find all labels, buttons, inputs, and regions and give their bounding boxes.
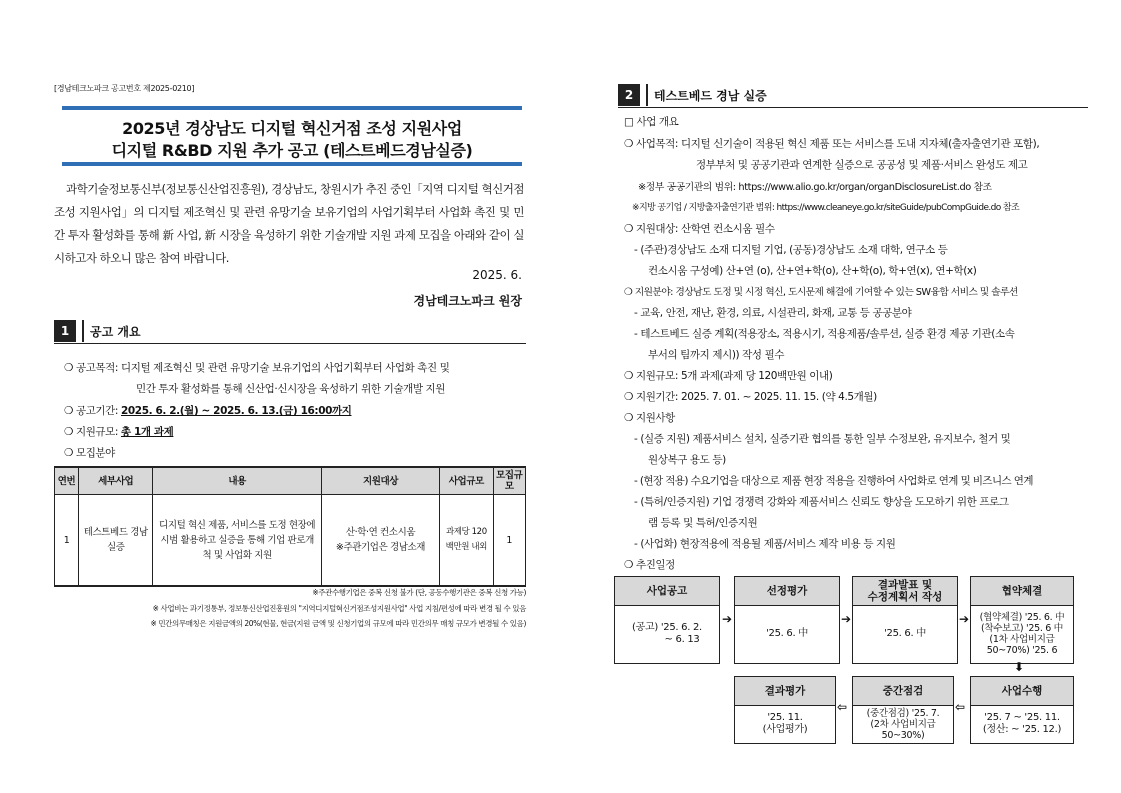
flow-step-agreement-body	[971, 606, 1073, 662]
flow-step-announce-date: (공고) '25. 6. 2.	[632, 622, 702, 633]
scale-label: ❍ 지원규모:	[64, 426, 121, 438]
col-header-scale: 사업규모	[440, 467, 493, 495]
footnote-2: ※ 사업비는 과기정통부, 정보통신산업진흥원의 "지역디지털혁신거점조성지원사업" 사업 지침/편성에 따라 변경 될 수 있음	[152, 604, 526, 613]
section-1-title: 공고 개요	[90, 324, 141, 339]
scale-value: 총 1개 과제	[121, 426, 174, 438]
issuer: 경남테크노파크 원장	[413, 294, 522, 308]
flow-step-execution-title: 사업수행	[971, 677, 1073, 706]
line-purpose-cont: 정부부처 및 공공기관과 연계한 실증으로 공공성 및 제품·서비스 완성도 제고	[696, 159, 1028, 171]
table-row	[55, 495, 526, 587]
announcement-date: 2025. 6.	[472, 268, 522, 282]
section-2-title: 테스트베드 경남 실증	[654, 88, 767, 103]
section-2-number: 2	[618, 84, 640, 106]
cell-recruit: 1	[493, 495, 525, 587]
flow-step-agreement	[970, 576, 1074, 664]
col-header-content: 내용	[153, 467, 322, 495]
flow-step-announce-date-end: ~ 6. 13	[664, 634, 700, 645]
arrow-down-icon: ⬇	[1014, 660, 1025, 674]
flow-step-midcheck	[852, 676, 954, 744]
flow-step-midcheck-line-2: (2차 사업비지급	[870, 718, 936, 730]
flow-step-execution	[970, 676, 1074, 744]
flow-step-result	[852, 576, 958, 664]
purpose-line: ❍ 공고목적: 디지털 제조혁신 및 관련 유망기술 보유기업의 사업기획부터 사업화 촉진 및	[64, 362, 450, 374]
title-bar-top	[62, 106, 522, 110]
section-2-divider	[646, 84, 648, 106]
line-target: ❍ 지원대상: 산학연 컨소시움 필수	[624, 223, 775, 235]
arrow-right-icon: ➔	[722, 612, 733, 626]
flow-step-result-body: '25. 6. 中	[884, 628, 926, 639]
table-header-row	[55, 467, 526, 495]
announcement-number: [경남테크노파크 공고번호 제2025-0210]	[54, 84, 195, 93]
flow-step-agreement-line-4: 50~70%) '25. 6	[986, 645, 1058, 656]
flow-step-result-title-1: 결과발표 및	[877, 579, 933, 591]
period-label: ❍ 공고기간:	[64, 405, 121, 417]
flow-step-execution-line-1: '25. 7 ~ '25. 11.	[984, 712, 1060, 723]
flow-step-evaluation-line-2: (사업평가)	[762, 724, 808, 735]
intro-paragraph: 과학기술정보통신부(정보통신산업진흥원), 경상남도, 창원시가 추진 중인「지역 디지털 혁신거점 조성 지원사업」의 디지털 제조혁신 및 관련 유망기술 보유기업의 사업기획부터 사업화 촉진 및 민간 투자 활성화를 통해 新 사업, 新 시장을 육성하기 위한 기술개발 지원 과제 모집을 아래와 같이 실시하고자 하오니 많은 참여 바랍니다.	[54, 182, 524, 265]
overview-heading: □ 사업 개요	[624, 116, 679, 128]
flow-step-result-title-2: 수정계획서 작성	[867, 591, 943, 603]
cell-scale: 과제당 120백만원 내외	[440, 495, 493, 587]
col-header-recruit: 모집규모	[493, 467, 525, 495]
footnote-3: ※ 민간의무매칭은 지원금액의 20%(현물, 현금(지원 금액 및 신청기업의 규모에 따라 민간의무 매칭 규모가 변경될 수 있음)	[150, 619, 526, 628]
flow-step-evaluation-body	[735, 706, 835, 742]
flow-step-agreement-line-1: (협약체결) '25. 6. 中	[979, 612, 1065, 623]
line-support-2: - (현장 적용) 수요기업을 대상으로 제품 현장 적용을 진행하여 사업화로 연계 및 비즈니스 연계	[634, 475, 1033, 487]
col-header-biz: 세부사업	[79, 467, 153, 495]
line-target-detail: - (주관)경상남도 소재 디지털 기업, (공동)경상남도 소재 대학, 연구소 등	[634, 244, 948, 256]
arrow-right-icon: ➔	[959, 612, 970, 626]
period-value: 2025. 6. 2.(월) ~ 2025. 6. 13.(금) 16:00까지	[121, 405, 352, 417]
cell-no: 1	[55, 495, 79, 587]
line-testbed-plan: - 테스트베드 실증 계획(적용장소, 적용시기, 적용제품/솔루션, 실증 환경 제공 기관(소속	[634, 328, 1015, 340]
line-support: ❍ 지원사항	[624, 412, 675, 424]
cell-biz: 테스트베드 경남 실증	[79, 495, 153, 587]
line-support-3-cont: 램 등록 및 특허/인증지원	[648, 517, 758, 529]
flow-step-result-title	[853, 577, 957, 606]
line-purpose: ❍ 사업목적: 디지털 신기술이 적용된 혁신 제품 또는 서비스를 도내 지자체(출자출연기관 포함),	[624, 138, 1040, 150]
flow-step-agreement-title: 협약체결	[971, 577, 1073, 606]
title-banner	[62, 106, 522, 166]
section-1-header	[54, 320, 141, 342]
flow-step-selection	[734, 576, 840, 664]
line-support-1-cont: 원상복구 용도 등)	[648, 454, 726, 466]
purpose-continuation: 민간 투자 활성화를 통해 신산업·신시장을 육성하기 위한 기술개발 지원	[136, 383, 445, 395]
line-period: ❍ 지원기간: 2025. 7. 01. ~ 2025. 11. 15. (약 4.5개월)	[624, 391, 877, 403]
arrow-left-icon: ⇦	[837, 700, 848, 714]
line-schedule: ❍ 추진일정	[624, 559, 675, 571]
cell-content: 디지털 혁신 제품, 서비스를 도정 현장에 시범 활용하고 실증을 통해 기업 판로개척 및 사업화 지원	[153, 495, 322, 587]
flow-step-evaluation	[734, 676, 836, 744]
footnote-1: ※주관수행기업은 중복 신청 불가 (단, 공동수행기관은 중복 신청 가능)	[312, 588, 526, 597]
flow-step-midcheck-line-1: (중간점검) '25. 7.	[866, 707, 940, 719]
section-1-number: 1	[54, 320, 76, 342]
line-scale: ❍ 지원규모: 5개 과제(과제 당 120백만원 이내)	[624, 370, 833, 382]
flow-step-execution-line-2: (정산: ~ '25. 12.)	[982, 724, 1062, 735]
section-1-divider	[82, 320, 84, 342]
flow-step-announce-title: 사업공고	[615, 577, 719, 606]
flow-step-midcheck-body	[853, 706, 953, 742]
arrow-right-icon: ➔	[841, 612, 852, 626]
flow-step-selection-body: '25. 6. 中	[766, 628, 808, 639]
flow-step-announce-body	[615, 606, 719, 662]
flow-step-midcheck-title: 중간점검	[853, 677, 953, 706]
title-line-2: 디지털 R&BD 지원 추가 공고 (테스트베드경남실증)	[111, 141, 473, 160]
flow-step-execution-body	[971, 706, 1073, 742]
period-line	[64, 403, 352, 418]
line-public-range: ※정부 공공기관의 범위: https://www.alio.go.kr/organ/organDisclosureList.do 참조	[638, 182, 992, 193]
flow-step-midcheck-line-3: 50~30%)	[881, 729, 925, 741]
scale-line	[64, 424, 173, 439]
col-header-target: 지원대상	[321, 467, 439, 495]
line-support-1: - (실증 지원) 제품서비스 설치, 실증기관 협의를 통한 일부 수정보완, 유지보수, 철거 및	[634, 433, 1011, 445]
line-support-4: - (사업화) 현장적용에 적용될 제품/서비스 제작 비용 등 지원	[634, 538, 896, 550]
line-field-detail: - 교육, 안전, 재난, 환경, 의료, 시설관리, 화재, 교통 등 공공분야	[634, 307, 912, 319]
cell-target-main: 산·학·연 컨소시움	[345, 527, 416, 538]
field-line: ❍ 모집분야	[64, 447, 115, 459]
flow-step-evaluation-title: 결과평가	[735, 677, 835, 706]
section-2-header	[618, 84, 767, 106]
arrow-left-icon: ⇦	[955, 700, 966, 714]
cell-target	[321, 495, 439, 587]
title-line-1: 2025년 경상남도 디지털 혁신거점 조성 지원사업	[122, 119, 462, 138]
section-1-underline	[54, 343, 526, 344]
flow-step-evaluation-line-1: '25. 11.	[767, 712, 803, 723]
section-2-underline	[618, 107, 1088, 108]
line-local-range: ※지방 공기업 / 지방출자출연기관 범위: https://www.cleaneye.go.kr/siteGuide/pubCompGuide.do 참조	[632, 203, 1020, 213]
flow-step-agreement-line-2: (착수보고) '25. 6 中	[981, 623, 1063, 634]
line-support-3: - (특허/인증지원) 기업 경쟁력 강화와 제품서비스 신뢰도 향상을 도모하기 위한 프로그	[634, 496, 1009, 508]
title-bar-bottom	[62, 162, 522, 166]
recruit-table	[54, 466, 526, 587]
line-field: ❍ 지원분야: 경상남도 도정 및 시정 혁신, 도시문제 해결에 기여할 수 있는 SW융합 서비스 및 솔루션	[624, 287, 1018, 298]
flow-step-announce	[614, 576, 720, 664]
cell-target-note: ※주관기업은 경남소재	[335, 542, 426, 553]
flow-step-agreement-line-3: (1차 사업비지급	[989, 634, 1055, 645]
line-consortium: 컨소시움 구성예) 산+연 (o), 산+연+학(o), 산+학(o), 학+연(x), 연+학(x)	[648, 265, 977, 277]
line-testbed-plan-cont: 부서의 팀까지 제시)) 작성 필수	[648, 349, 785, 361]
flow-step-selection-title: 선정평가	[735, 577, 839, 606]
col-header-no: 연번	[55, 467, 79, 495]
